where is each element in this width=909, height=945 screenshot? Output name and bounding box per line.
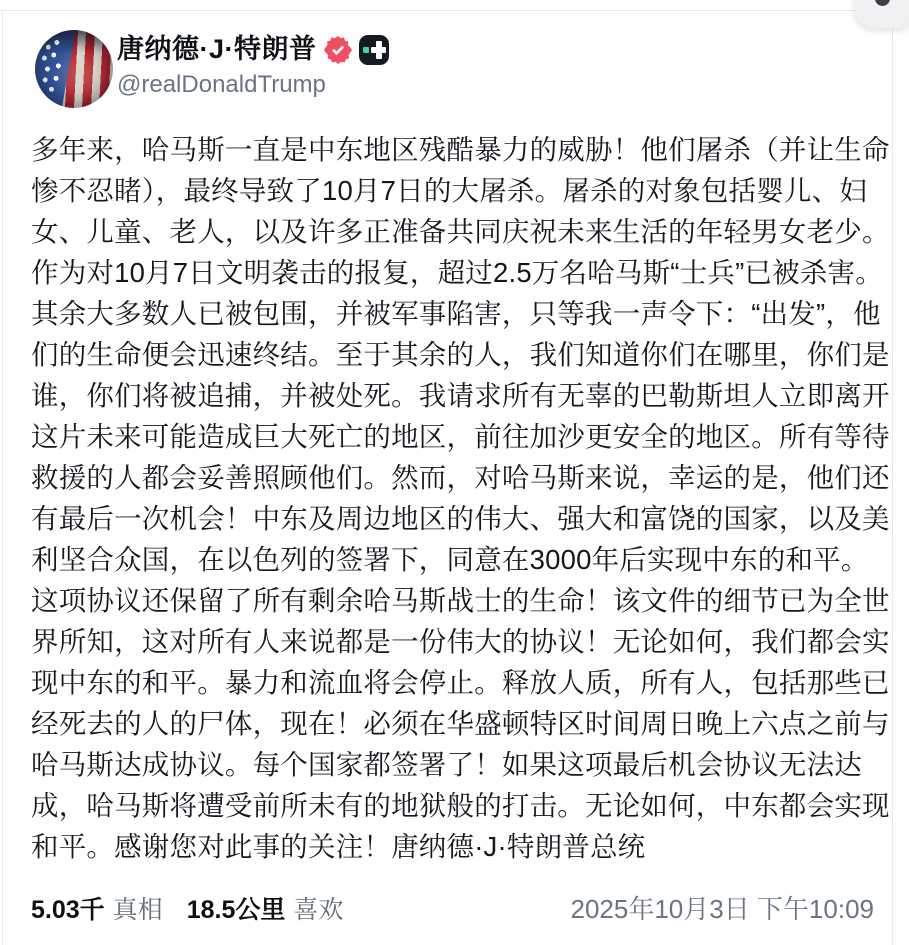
retruths-count: 5.03千 [31, 896, 105, 924]
avatar[interactable] [35, 30, 113, 108]
author-handle: @realDonaldTrump [117, 71, 326, 99]
body-line: 作为对10月7日文明袭击的报复，超过2.5万名哈马斯“士兵”已被杀害。 [31, 257, 883, 288]
body-line: 女、儿童、老人，以及许多正准备共同庆祝未来生活的年轻男女老少。 [31, 216, 890, 247]
truth-plus-badge-icon [359, 35, 389, 65]
body-line: 们的生命便会迅速终结。至于其余的人，我们知道你们在哪里，你们是 [31, 339, 890, 370]
body-line: 救援的人都会妥善照顾他们。然而，对哈马斯来说，幸运的是，他们还 [31, 462, 890, 493]
body-line: 这项协议还保留了所有剩余哈马斯战士的生命！该文件的细节已为全世 [31, 585, 890, 616]
body-line: 现中东的和平。暴力和流血将会停止。释放人质，所有人，包括那些已 [31, 667, 890, 698]
body-line: 利坚合众国，在以色列的签署下，同意在3000年后实现中东的和平。 [31, 544, 869, 575]
widget-icon [875, 0, 890, 6]
author-name-row [117, 34, 389, 65]
retruths-stat[interactable] [31, 890, 163, 926]
body-line: 多年来，哈马斯一直是中东地区残酷暴力的威胁！他们屠杀（并让生命 [31, 134, 890, 165]
author-block [117, 30, 389, 99]
body-line: 哈马斯达成协议。每个国家都签署了！如果这项最后机会协议无法达 [31, 749, 862, 780]
body-line: 界所知，这对所有人来说都是一份伟大的协议！无论如何，我们都会实 [31, 626, 890, 657]
body-line: 和平。感谢您对此事的关注！唐纳德·J·特朗普总统 [31, 831, 646, 862]
body-line: 谁，你们将被追捕，并被处死。我请求所有无辜的巴勒斯坦人立即离开 [31, 380, 890, 411]
post-card [2, 11, 893, 945]
body-line: 惨不忍睹），最终导致了10月7日的大屠杀。屠杀的对象包括婴儿、妇 [31, 175, 868, 206]
author-display-name[interactable]: 唐纳德·J·特朗普 [117, 34, 317, 64]
body-line: 成，哈马斯将遭受前所未有的地狱般的打击。无论如何，中东都会实现 [31, 790, 890, 821]
body-line: 其余大多数人已被包围，并被军事陷害，只等我一声令下：“出发”，他 [31, 298, 881, 329]
post-footer [3, 889, 892, 926]
post-body-text [3, 129, 892, 867]
body-line: 这片未来可能造成巨大死亡的地区，前往加沙更安全的地区。所有等待 [31, 421, 890, 452]
likes-count: 18.5公里 [186, 896, 286, 924]
likes-stat[interactable] [187, 890, 344, 926]
body-line: 有最后一次机会！中东及周边地区的伟大、强大和富饶的国家，以及美 [31, 503, 890, 534]
truth-plus-accent-square [363, 47, 369, 53]
retruths-label: 真相 [112, 896, 163, 924]
post-header [3, 11, 892, 108]
verified-badge-icon [324, 36, 352, 64]
floating-scroll-widget[interactable] [855, 0, 909, 28]
post-stats [31, 890, 343, 926]
likes-label: 喜欢 [293, 896, 344, 924]
body-line: 经死去的人的尸体，现在！必须在华盛顿特区时间周日晚上六点之前与 [31, 708, 890, 739]
truth-plus-vertical-bar [376, 41, 382, 59]
post-timestamp: 2025年10月3日 下午10:09 [570, 894, 874, 924]
